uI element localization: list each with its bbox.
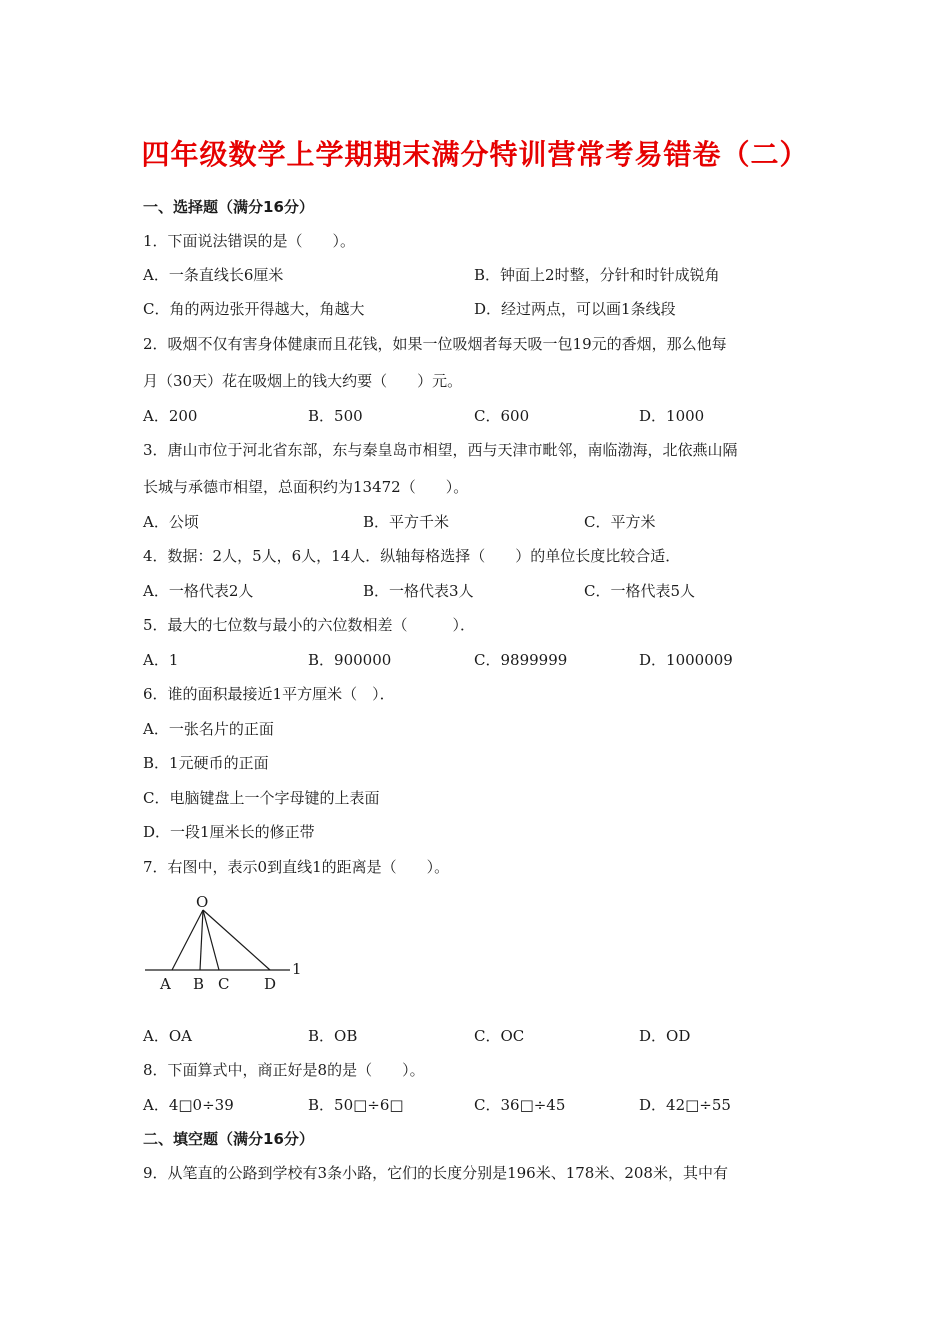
question-7-option-c: C．OC [474,1027,525,1045]
page-title: 四年级数学上学期期末满分特训营常考易错卷（二） [141,138,809,171]
question-5-option-b: B．900000 [308,651,392,669]
question-3-option-c: C．平方米 [584,513,656,531]
label-o: O [196,893,209,911]
question-8-option-b: B．50□÷6□ [308,1096,404,1114]
question-1-stem: 1．下面说法错误的是（ ）。 [143,232,356,250]
question-6-option-b: B．1元硬币的正面 [143,754,269,772]
question-4-options [143,580,823,602]
question-6-stem: 6．谁的面积最接近1平方厘米（ ）． [143,685,395,703]
label-line-1: 1 [292,960,302,978]
question-1-option-b: B．钟面上2时整，分针和时针成锐角 [474,266,720,284]
section-heading-choice: 一、选择题（满分16分） [143,198,314,216]
question-4-option-b: B．一格代表3人 [363,582,474,600]
question-5-stem: 5．最大的七位数与最小的六位数相差（ ）． [143,616,476,634]
question-4-stem: 4．数据：2人，5人，6人，14人．纵轴每格选择（ ）的单位长度比较合适． [143,547,681,565]
question-1-options-row2 [143,298,823,320]
question-6-option-c: C．电脑键盘上一个字母键的上表面 [143,789,380,807]
question-1-option-d: D．经过两点，可以画1条线段 [474,300,676,318]
question-7-stem: 7．右图中，表示0到直线1的距离是（ ）。 [143,858,450,876]
question-3-options [143,511,823,533]
segment-ob [200,910,203,970]
question-7-option-d: D．OD [639,1027,691,1045]
segment-oc [203,910,219,970]
question-4-option-a: A．一格代表2人 [143,582,254,600]
question-5-option-c: C．9899999 [474,651,568,669]
question-1-options [143,264,823,286]
label-a: A [160,975,171,993]
question-4-option-c: C．一格代表5人 [584,582,696,600]
label-d: D [264,975,277,993]
section-heading-fill-in: 二、填空题（满分16分） [143,1130,314,1148]
question-2-option-d: D．1000 [639,407,705,425]
segment-od [203,910,270,970]
question-6-option-d: D．一段1厘米长的修正带 [143,823,315,841]
question-2-stem-line1: 2．吸烟不仅有害身体健康而且花钱，如果一位吸烟者每天吸一包19元的香烟，那么他每 [143,335,727,353]
question-8-option-c: C．36□÷45 [474,1096,566,1114]
question-9-stem: 9．从笔直的公路到学校有3条小路，它们的长度分别是196米、178米、208米，其中有 [143,1164,728,1182]
question-5-options [143,649,823,671]
question-7-figure [140,890,310,1000]
question-2-options [143,405,823,427]
question-8-option-d: D．42□÷55 [639,1096,731,1114]
segment-oa [172,910,203,970]
question-2-option-c: C．600 [474,407,530,425]
question-7-option-b: B．OB [308,1027,358,1045]
label-b: B [193,975,205,993]
label-c: C [218,975,230,993]
question-5-option-a: A．1 [143,651,179,669]
question-3-stem-line2: 长城与承德市相望，总面积约为13472（ ）。 [143,478,469,496]
question-3-option-b: B．平方千米 [363,513,450,531]
question-5-option-d: D．1000009 [639,651,733,669]
question-7-option-a: A．OA [143,1027,192,1045]
question-1-option-c: C．角的两边张开得越大，角越大 [143,300,365,318]
question-3-option-a: A．公顷 [143,513,199,531]
question-8-options [143,1094,823,1116]
question-2-option-b: B．500 [308,407,363,425]
question-3-stem-line1: 3．唐山市位于河北省东部，东与秦皇岛市相望，西与天津市毗邻，南临渤海，北依燕山隔 [143,441,738,459]
question-8-stem: 8．下面算式中，商正好是8的是（ ）。 [143,1061,425,1079]
question-2-stem-line2: 月（30天）花在吸烟上的钱大约要（ ）元。 [143,372,463,390]
question-6-option-a: A．一张名片的正面 [143,720,274,738]
question-1-option-a: A．一条直线长6厘米 [143,266,284,284]
question-7-options [143,1025,823,1047]
question-8-option-a: A．4□0÷39 [143,1096,234,1114]
question-2-option-a: A．200 [143,407,198,425]
